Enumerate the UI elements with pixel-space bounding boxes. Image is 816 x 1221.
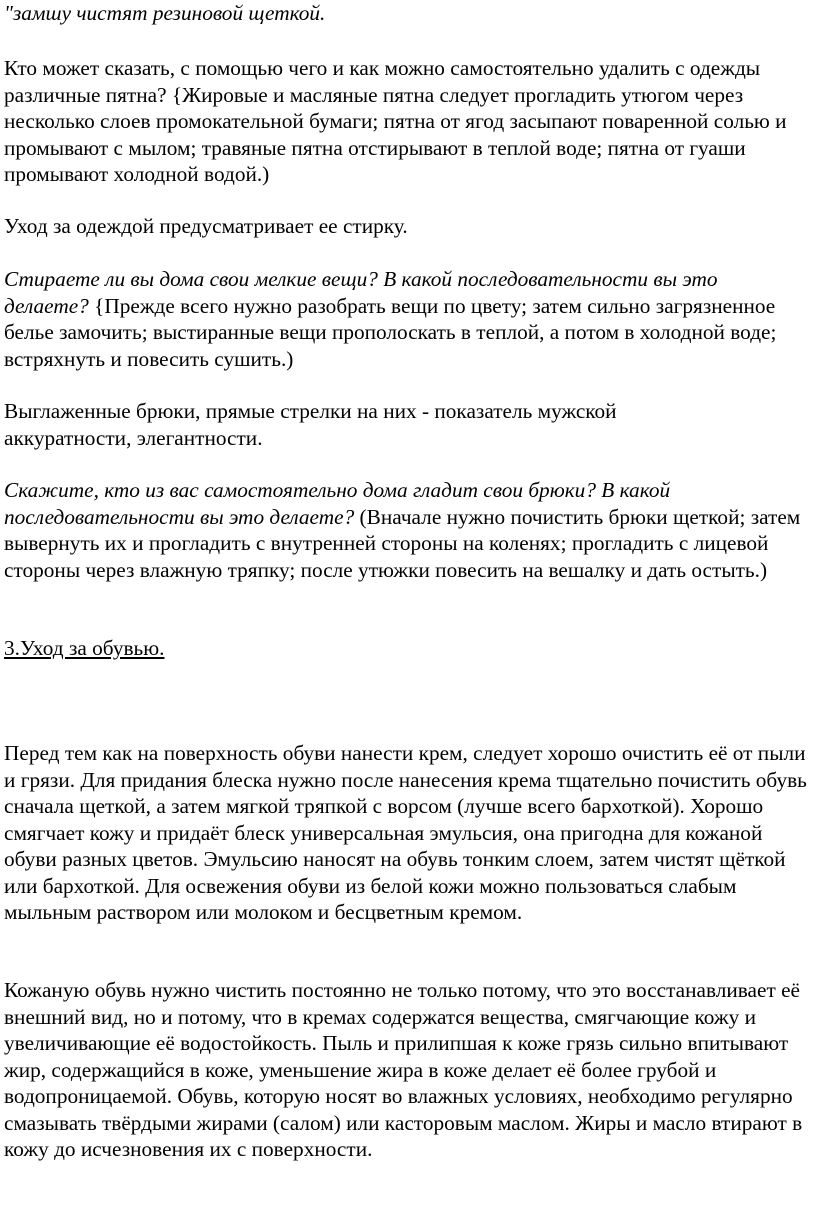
paragraph-ironing-question (4, 477, 810, 583)
paragraph-shoe-cream: Перед тем как на поверхность обуви нанести крем, следует хорошо очистить её от пыли и грязи. Для придания блеска нужно после нанесения крема тщательно почистить обувь сначала щеткой, а затем мягкой тряпкой с ворсом (лучше всего бархоткой). Хорошо смягчает кожу и придаёт блеск универсальная эмульсия, она пригодна для кожаной обуви разных цветов. Эмульсию наносят на обувь тонким слоем, затем чистят щёткой или бархоткой. Для освежения обуви из белой кожи можно пользоваться слабым мыльным раствором или молоком и бесцветным кремом. (4, 741, 807, 924)
paragraph-laundry-intro: Уход за одеждой предусматривает ее стирку. (4, 214, 408, 238)
paragraph-stains: Кто может сказать, с помощью чего и как можно самостоятельно удалить с одежды различные пятна? {Жировые и масляные пятна следует прогладить утюгом через несколько слоев промокательной бумаги; пятна от ягод засыпают поваренной солью и промывают с мылом; травяные пятна отстирывают в теплой воде; пятна от гуаши промывают холодной водой.) (4, 56, 787, 186)
paragraph-washing-question (4, 266, 794, 372)
question-text: Стираете ли вы дома свои мелкие вещи? В какой последовательности вы это делаете? (4, 267, 718, 318)
paragraph-intro-fragment: "замшу чистят резиновой щеткой. (4, 1, 326, 25)
section-heading: 3.Уход за обувью. (4, 636, 165, 660)
answer-text: {Прежде всего нужно разобрать вещи по цвету; затем сильно загрязненное белье замочить; выстиранные вещи прополоскать в теплой, а потом в холодной воде; встряхнуть и повесить сушить.) (4, 293, 777, 371)
question-text: Скажите, кто из вас самостоятельно дома гладит свои брюки? В какой последовательности вы это делаете? (4, 478, 671, 529)
answer-text: (Вначале нужно почистить брюки щеткой; затем вывернуть их и прогладить с внутренней стороны на коленях; прогладить с лицевой стороны через влажную тряпку; после утюжки повесить на вешалку и дать остыть.) (4, 504, 801, 582)
paragraph-trousers: Выглаженные брюки, прямые стрелки на них - показатель мужской аккуратности, элегантности. (4, 399, 617, 450)
paragraph-leather-care: Кожаную обувь нужно чистить постоянно не только потому, что это восстанавливает её внешний вид, но и потому, что в кремах содержатся вещества, смягчающие кожу и увеличивающие её водостойкость. Пыль и прилипшая к коже грязь сильно впитывают жир, содержащийся в коже, уменьшение жира в коже делает её более грубой и водопроницаемой. Обувь, которую носят во влажных условиях, необходимо регулярно смазывать твёрдыми жирами (салом) или касторовым маслом. Жиры и масло втирают в кожу до исчезновения их с поверхности. (4, 978, 803, 1161)
